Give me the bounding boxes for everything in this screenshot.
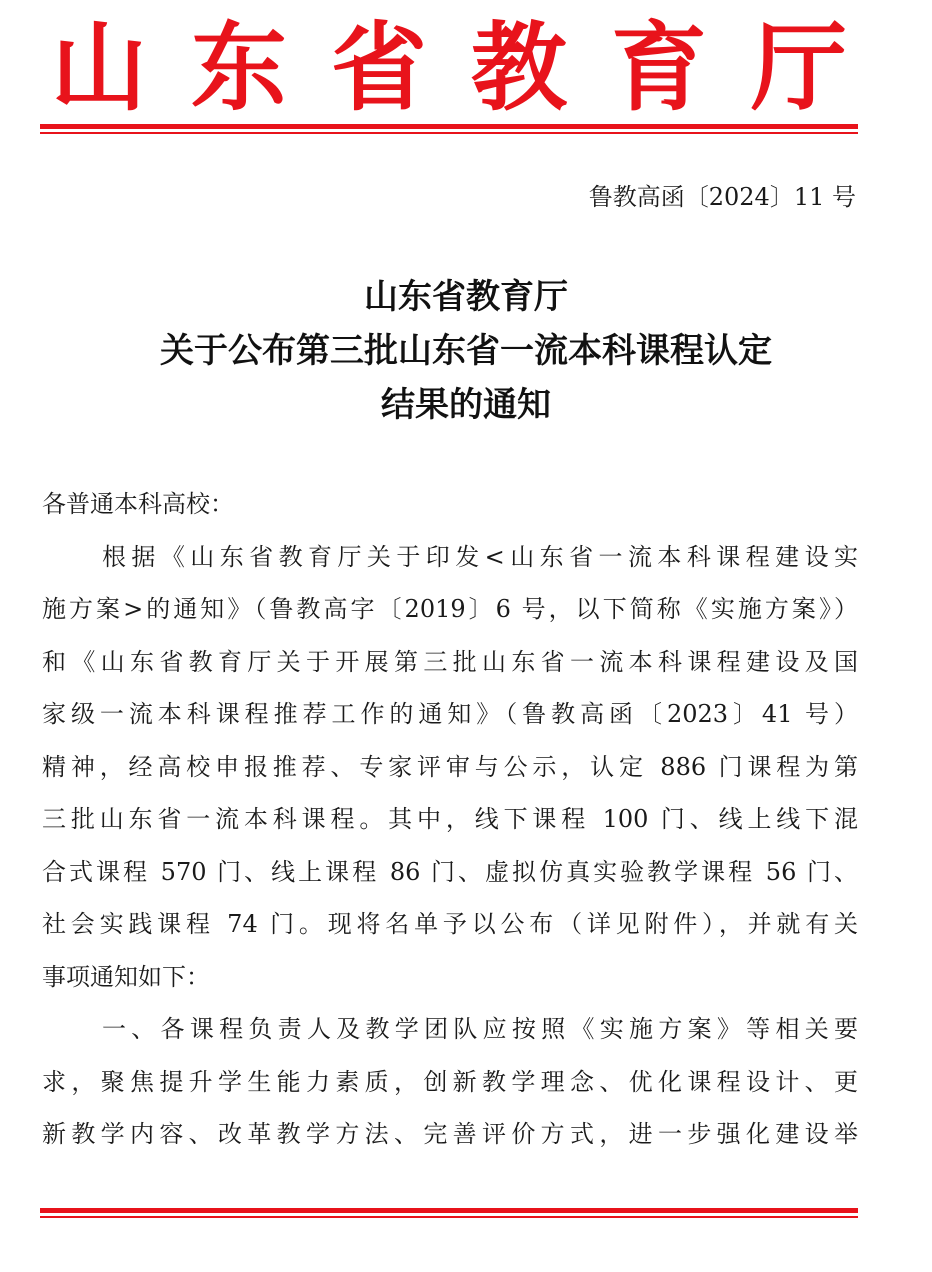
body-line: 精神，经高校申报推荐、专家评审与公示，认定 886 门课程为第	[42, 752, 858, 781]
masthead-char: 厅	[751, 11, 847, 124]
body-line: 根据《山东省教育厅关于印发<山东省一流本科课程建设实	[102, 542, 858, 571]
body-line: 求，聚焦提升学生能力素质，创新教学理念、优化课程设计、更	[42, 1067, 858, 1096]
document-number: 鲁教高函〔2024〕11 号	[588, 183, 856, 211]
body-line: 一、各课程负责人及教学团队应按照《实施方案》等相关要	[102, 1015, 858, 1043]
body-line: 施方案>的通知》（鲁教高字〔2019〕6 号，以下简称《实施方案》）	[42, 595, 858, 623]
masthead-char: 育	[611, 11, 707, 124]
document-title	[0, 270, 932, 432]
body-line: 事项通知如下：	[42, 962, 210, 991]
masthead-char: 省	[331, 11, 427, 124]
body-line: 新教学内容、改革教学方法、完善评价方式，进一步强化建设举	[42, 1120, 858, 1148]
body-line: 三批山东省一流本科课程。其中，线下课程 100 门、线上线下混	[42, 805, 858, 833]
footer-divider	[40, 1208, 858, 1218]
masthead-char: 东	[191, 11, 287, 124]
title-line-2: 关于公布第三批山东省一流本科课程认定	[160, 331, 772, 371]
body-line: 家级一流本科课程推荐工作的通知》（鲁教高函〔2023〕41 号）	[42, 700, 858, 728]
title-line-1: 山东省教育厅	[364, 277, 568, 317]
masthead-divider	[40, 124, 858, 134]
salutation: 各普通本科高校：	[42, 490, 234, 518]
issuer-masthead	[40, 11, 858, 124]
masthead-char: 山	[51, 11, 147, 124]
body-line: 合式课程 570 门、线上课程 86 门、虚拟仿真实验教学课程 56 门、	[42, 857, 858, 886]
body-line: 社会实践课程 74 门。现将名单予以公布（详见附件），并就有关	[42, 910, 858, 938]
document-body	[42, 478, 858, 1161]
masthead-char: 教	[471, 11, 567, 124]
title-line-3: 结果的通知	[381, 385, 551, 425]
body-line: 和《山东省教育厅关于开展第三批山东省一流本科课程建设及国	[42, 647, 858, 676]
